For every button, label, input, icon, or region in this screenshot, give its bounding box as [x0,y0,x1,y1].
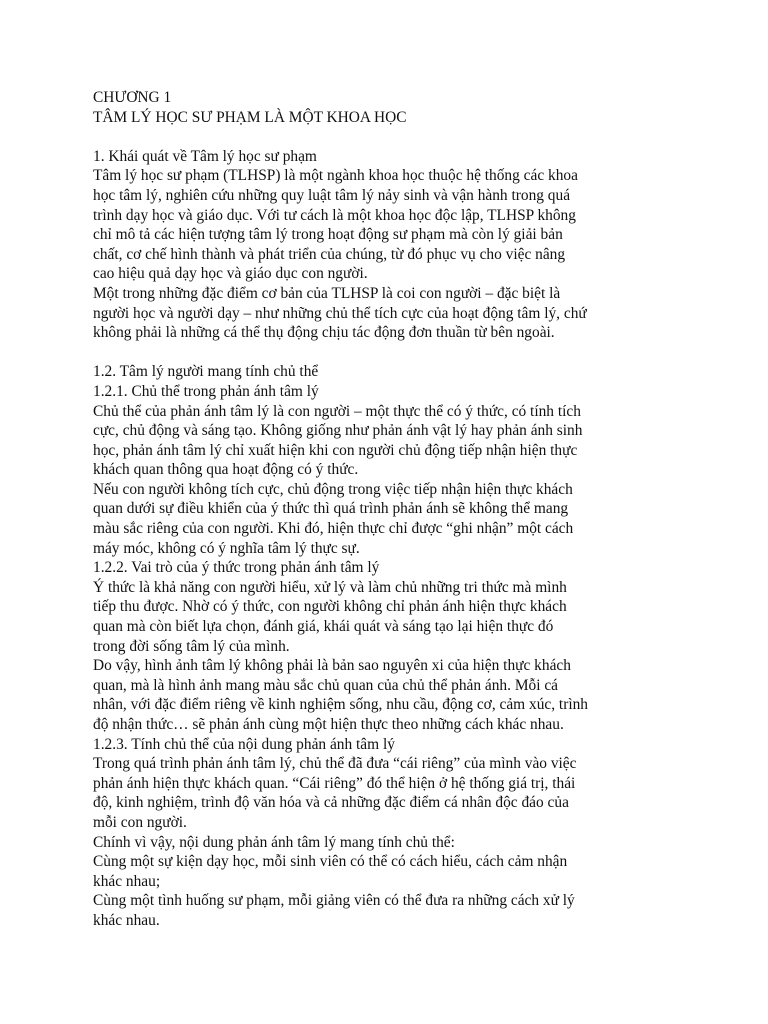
text-line: học, phản ánh tâm lý chỉ xuất hiện khi con người chủ động tiếp nhận hiện thực [93,441,578,459]
text-line: Cùng một tình huống sư phạm, mỗi giảng viên có thể đưa ra những cách xử lý [93,892,575,910]
text-line: khách quan thông qua hoạt động có ý thức. [93,461,359,479]
text-line: không phải là những cá thể thụ động chịu tác động đơn thuần từ bên ngoài. [93,324,555,342]
text-line: khác nhau. [93,911,160,929]
text-line: Do vậy, hình ảnh tâm lý không phải là bản sao nguyên xi của hiện thực khách [93,657,571,675]
blank-line [93,343,693,363]
subsection-1-2-1-heading: 1.2.1. Chủ thể trong phản ánh tâm lý [93,382,319,400]
section-1-heading: 1. Khái quát về Tâm lý học sư phạm [93,147,317,165]
subsection-1-2-3-heading: 1.2.3. Tính chủ thể của nội dung phản ánh tâm lý [93,735,395,753]
text-line: màu sắc riêng của con người. Khi đó, hiện thực chỉ được “ghi nhận” một cách [93,520,574,538]
blank-line [93,127,693,147]
text-line: quan dưới sự điều khiển của ý thức thì quá trình phản ánh sẽ không thể mang [93,500,569,518]
text-line: cao hiệu quả dạy học và giáo dục con người. [93,265,368,283]
text-line: Cùng một sự kiện dạy học, mỗi sinh viên có thể có cách hiểu, cách cảm nhận [93,853,568,871]
document-page [93,88,693,931]
subsection-1-2-3-paragraph-3 [93,852,693,891]
text-line: tiếp thu được. Nhờ có ý thức, con người không chỉ phản ánh hiện thực khách [93,598,567,616]
chapter-label: CHƯƠNG 1 [93,89,172,106]
subsection-1-2-3-paragraph-1 [93,754,693,832]
subsection-1-2-2-paragraph-1 [93,578,693,656]
text-line: Chính vì vậy, nội dung phản ánh tâm lý mang tính chủ thể: [93,833,455,851]
section-1-2-heading: 1.2. Tâm lý người mang tính chủ thể [93,363,319,381]
text-line: cực, chủ động và sáng tạo. Không giống như phản ánh vật lý hay phản ánh sinh [93,422,583,440]
text-line: quan, mà là hình ảnh mang màu sắc chủ quan của chủ thể phản ánh. Mỗi cá [93,676,558,694]
text-line: nhân, với đặc điểm riêng về kinh nghiệm sống, nhu cầu, động cơ, cảm xúc, trình [93,696,588,714]
subsection-1-2-1-paragraph-2 [93,480,693,558]
text-line: chỉ mô tả các hiện tượng tâm lý trong hoạt động sư phạm mà còn lý giải bản [93,226,563,244]
section-1-paragraph-1 [93,166,693,284]
text-line: Một trong những đặc điểm cơ bản của TLHSP là coi con người – đặc biệt là [93,284,561,302]
text-line: Nếu con người không tích cực, chủ động trong việc tiếp nhận hiện thực khách [93,480,573,498]
text-line: khác nhau; [93,872,161,890]
text-line: trong đời sống tâm lý của mình. [93,637,290,655]
text-line: Chủ thể của phản ánh tâm lý là con người – một thực thể có ý thức, có tính tích [93,402,581,420]
text-line: quan mà còn biết lựa chọn, đánh giá, khái quát và sáng tạo lại hiện thực đó [93,618,554,636]
text-line: độ nhận thức… sẽ phản ánh cùng một hiện thực theo những cách khác nhau. [93,716,564,733]
text-line: người học và người dạy – như những chủ thể tích cực của hoạt động tâm lý, chứ [93,304,587,322]
text-line: máy móc, không có ý nghĩa tâm lý thực sự. [93,539,360,557]
text-line: Ý thức là khả năng con người hiểu, xử lý và làm chủ những tri thức mà mình [93,578,567,596]
text-line: độ, kinh nghiệm, trình độ văn hóa và cả những đặc điểm cá nhân độc đáo của [93,794,569,812]
text-line: Trong quá trình phản ánh tâm lý, chủ thể đã đưa “cái riêng” của mình vào việc [93,755,577,773]
text-line: phản ánh hiện thực khách quan. “Cái riêng” đó thể hiện ở hệ thống giá trị, thái [93,774,576,792]
text-line: Tâm lý học sư phạm (TLHSP) là một ngành khoa học thuộc hệ thống các khoa [93,167,578,185]
text-line: trình dạy học và giáo dục. Với tư cách là một khoa học độc lập, TLHSP không [93,206,576,224]
text-line: chất, cơ chế hình thành và phát triển của chúng, từ đó phục vụ cho việc nâng [93,245,566,263]
subsection-1-2-2-heading: 1.2.2. Vai trò của ý thức trong phản ánh tâm lý [93,559,380,577]
subsection-1-2-2-paragraph-2 [93,656,693,734]
subsection-1-2-3-paragraph-4 [93,891,693,930]
text-line: mỗi con người. [93,813,187,831]
chapter-title: TÂM LÝ HỌC SƯ PHẠM LÀ MỘT KHOA HỌC [93,108,407,126]
text-line: học tâm lý, nghiên cứu những quy luật tâm lý nảy sinh và vận hành trong quá [93,186,571,204]
subsection-1-2-1-paragraph-1 [93,402,693,480]
section-1-paragraph-2 [93,284,693,343]
subsection-1-2-3-paragraph-2 [93,833,693,853]
